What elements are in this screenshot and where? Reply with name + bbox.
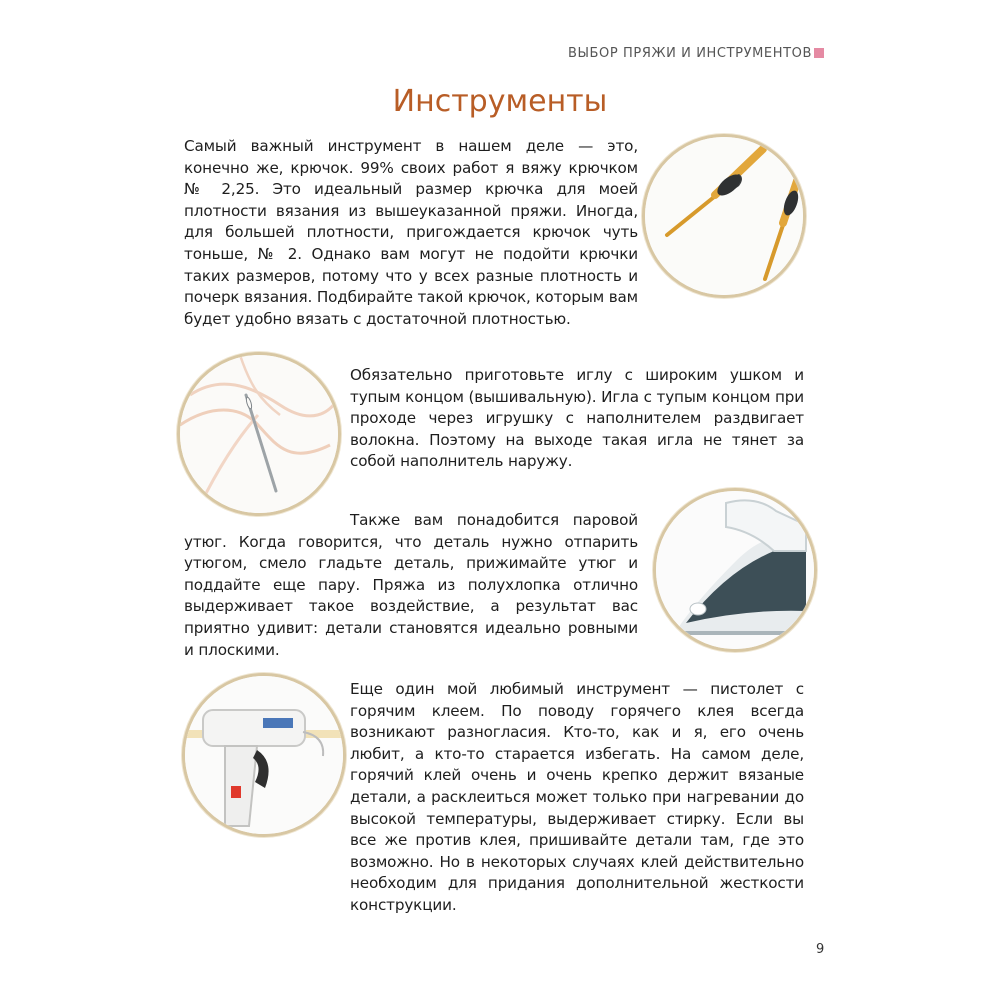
page-number: 9 — [816, 942, 825, 957]
paragraph-hook: Самый важный инструмент в нашем деле — это, конечно же, крючок. 99% своих работ я вяжу крючком № 2,25. Это идеальный размер крючка для моей плотности вязания из вышеуказанной пряжи. Иногда, для большей плотности, пригождается крючок чуть тоньше, № 2. Однако вам могут не подойти крючки таких размеров, потому что у всех разные плотность и почерк вязания. Подбирайте такой крючок, которым вам будет удобно вязать с достаточной плотностью. — [184, 137, 638, 328]
hot-glue-gun-photo — [182, 673, 346, 837]
crochet-hooks-photo — [642, 134, 806, 298]
steam-iron-photo — [653, 488, 817, 652]
needle-and-yarn-photo — [177, 352, 341, 516]
paragraph-iron: Также вам понадобится паровой утюг. Когда говорится, что деталь нужно отпарить утюгом, смело гладьте деталь, прижимайте утюг и поддайте еще пару. Пряжа из полухлопка отлично выдерживает такое воздействие, а результат вас приятно удивит: детали становятся идеально ровными и плоскими. — [184, 511, 638, 659]
section-title: Инструменты — [392, 84, 608, 119]
paragraph-glue-gun: Еще один мой любимый инструмент — пистолет с горячим клеем. По поводу горячего клея всегда возникают разногласия. Кто-то, как и я, его очень любит, а кто-то старается избегать. На самом деле, горячий клей очень и очень крепко держит вязаные детали, а расклеиться может только при нагревании до высокой температуры, выдерживает стирку. Если вы все же против клея, пришивайте детали там, где это возможно. Но в некоторых случаях клей действительно необходим для придания дополнительной жесткости конструкции. — [350, 680, 804, 914]
header-marker — [814, 48, 824, 58]
running-header: ВЫБОР ПРЯЖИ И ИНСТРУМЕНТОВ — [567, 46, 812, 61]
paragraph-needle: Обязательно приготовьте иглу с широким ушком и тупым концом (вышивальную). Игла с тупым концом при проходе через игрушку с наполнителем раздвигает волокна. Поэтому на выходе такая игла не тянет за собой наполнитель наружу. — [350, 366, 804, 471]
